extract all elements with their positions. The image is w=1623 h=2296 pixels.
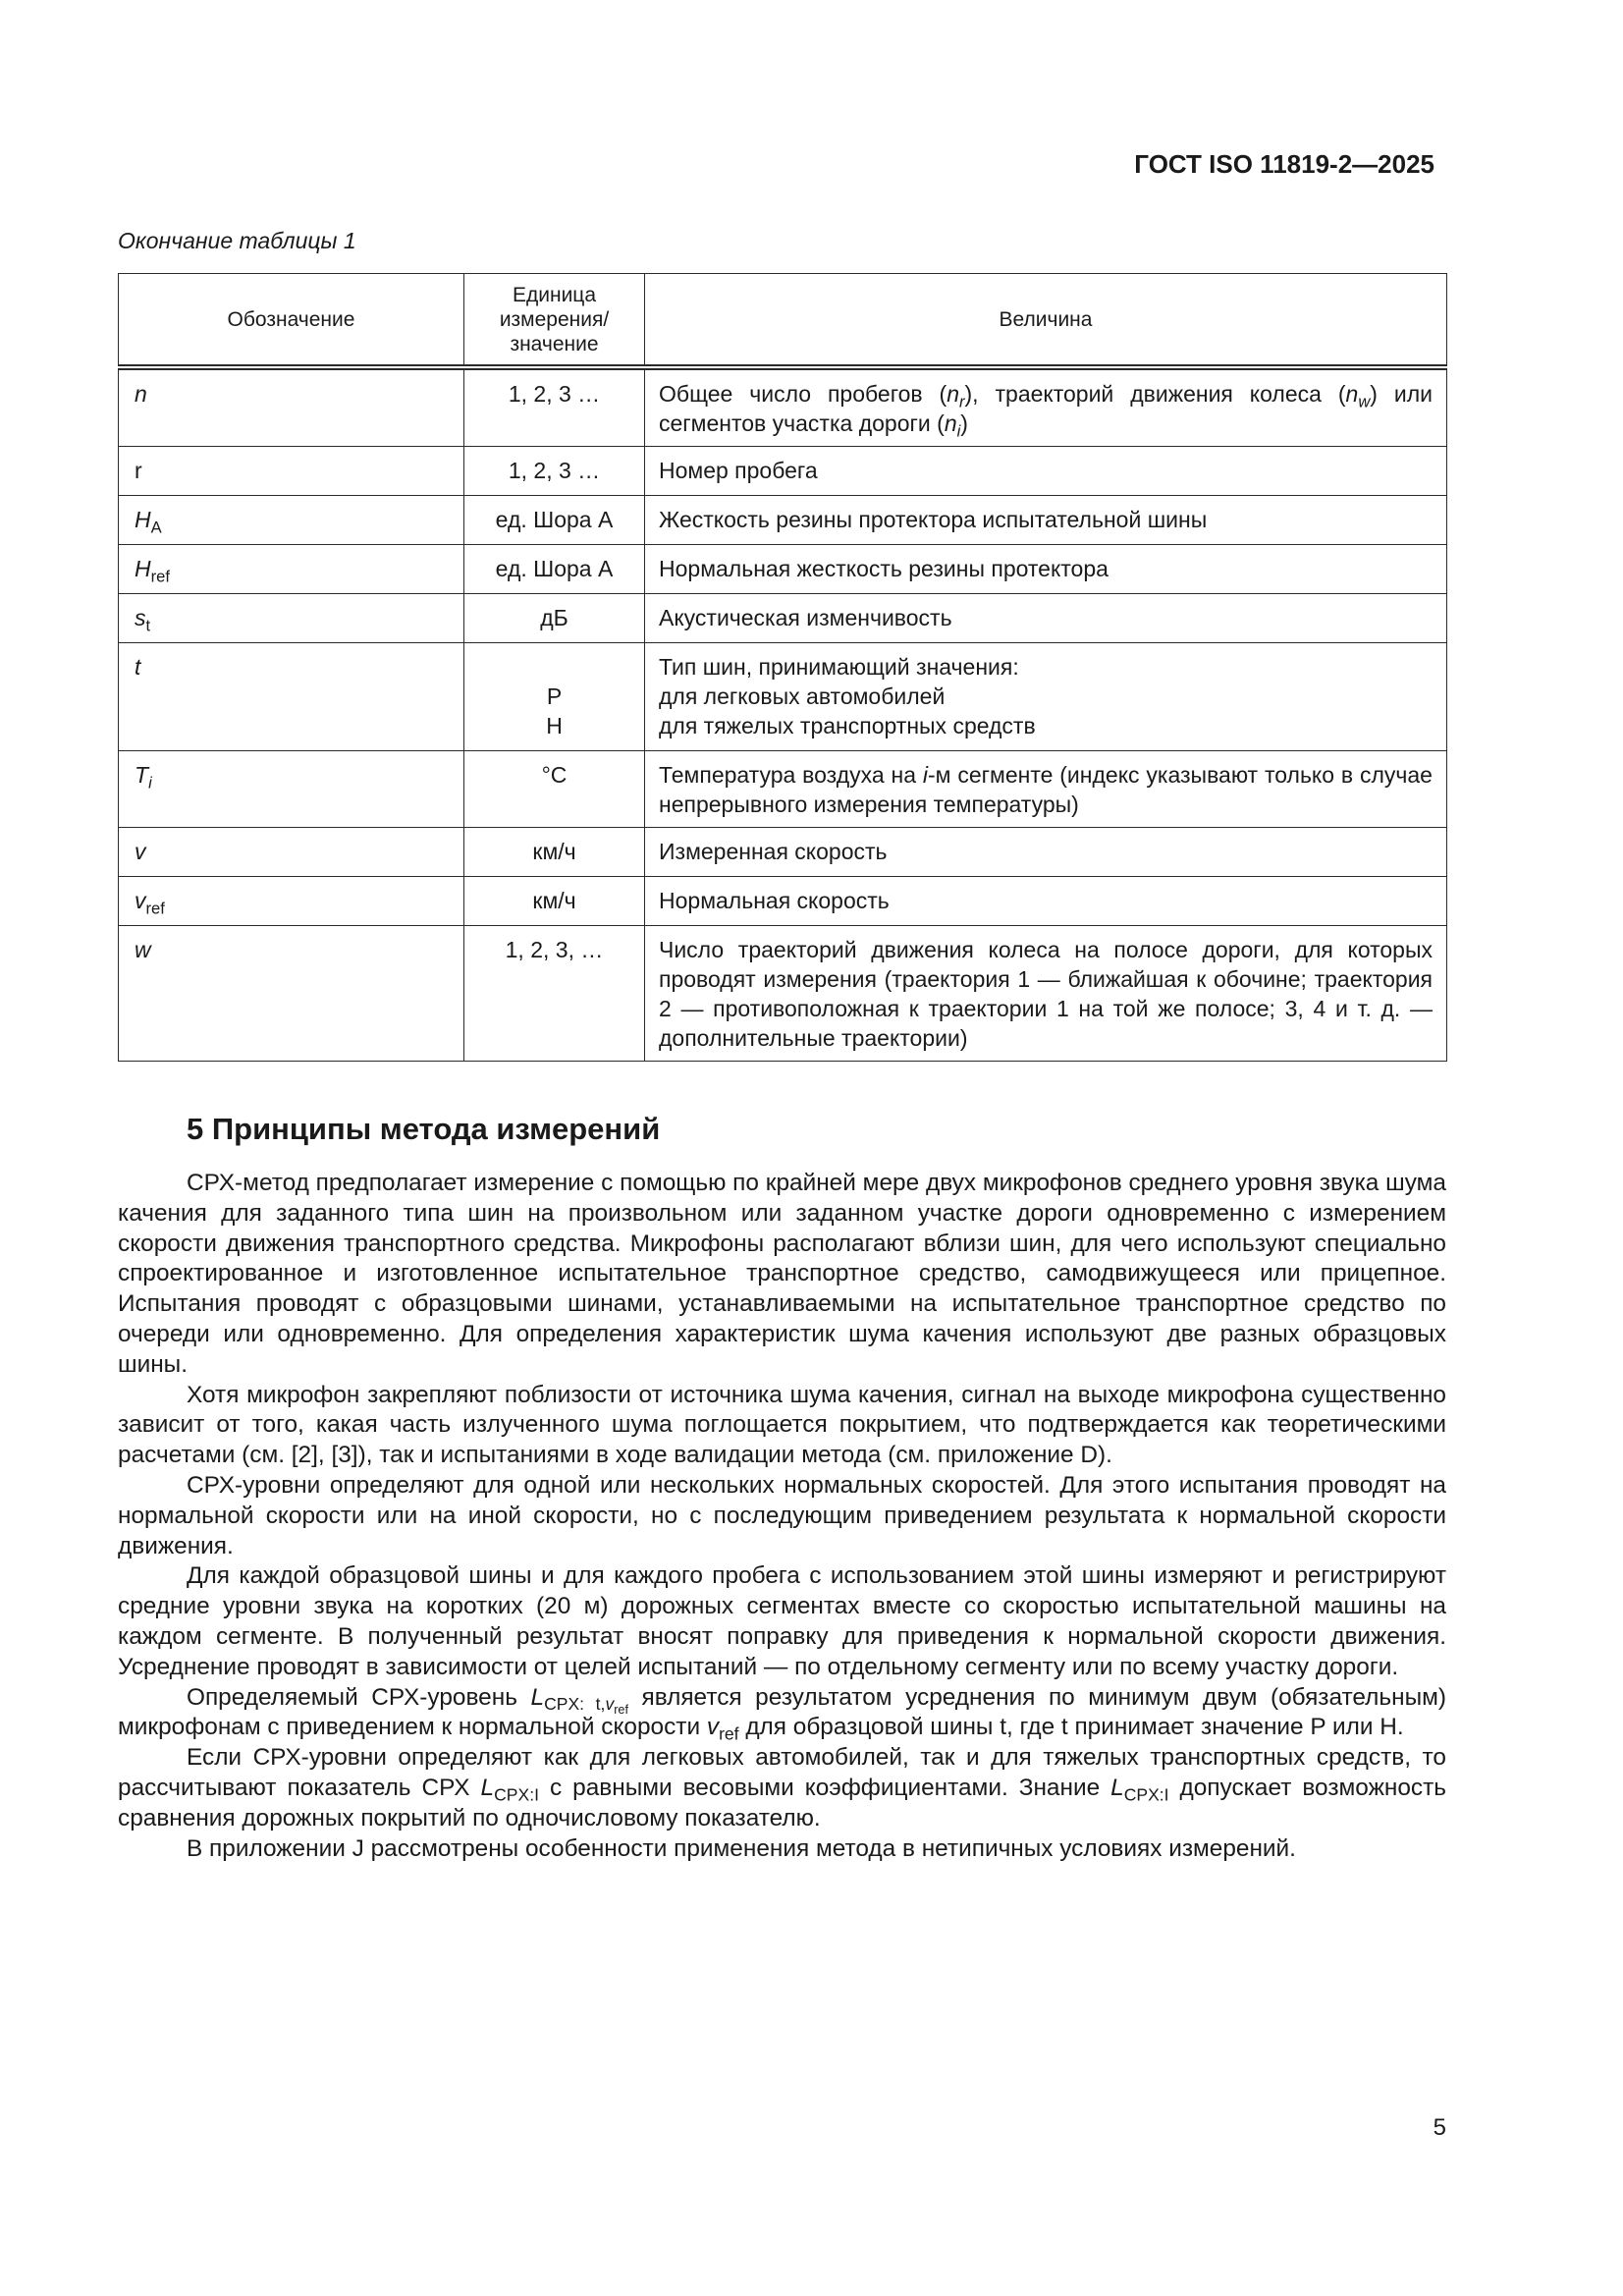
description-cell: Температура воздуха на i-м сегменте (индекс указывают только в случае непрерывного измерения температуры) — [645, 751, 1447, 828]
table-row — [119, 751, 1447, 828]
description-cell: Измеренная скорость — [645, 828, 1447, 877]
symbol-cell: $T_i$ — [119, 751, 464, 828]
description-cell: Жесткость резины протектора испытательной шины — [645, 496, 1447, 545]
table-row — [119, 594, 1447, 643]
symbol-cell: w — [119, 926, 464, 1062]
table-row — [119, 545, 1447, 594]
unit-cell: 1, 2, 3 … — [464, 367, 645, 447]
table-row — [119, 643, 1447, 751]
unit-cell: ед. Шора А — [464, 545, 645, 594]
paragraph: СРХ-метод предполагает измерение с помощью по крайней мере двух микрофонов среднего уровня звука шума качения для заданного типа шин на произвольном или заданном участке дороги одновременно с измерением скорости движения транспортного средства. Микрофоны располагают вблизи шин, для чего используют специально спроектированное и изготовленное испытательное транспортное средство, самодвижущееся или прицепное. Испытания проводят с образцовыми шинами, устанавливаемыми на испытательное транспортное средство по очереди или одновременно. Для определения характеристик шума качения используют две разных образцовых шины. — [118, 1170, 1446, 1378]
table-row — [119, 496, 1447, 545]
table-row — [119, 926, 1447, 1062]
table-caption: Окончание таблицы 1 — [118, 228, 356, 253]
symbol-cell: $H_A$ — [119, 496, 464, 545]
header-symbol: Обозначение — [119, 274, 464, 368]
unit-cell: км/ч — [464, 828, 645, 877]
header-quantity: Величина — [645, 274, 1447, 368]
unit-cell: ед. Шора А — [464, 496, 645, 545]
symbol-cell: t — [119, 643, 464, 751]
symbol-cell: $H_{ref}$ — [119, 545, 464, 594]
header-unit: Единица измерения/ значение — [464, 274, 645, 368]
unit-cell: дБ — [464, 594, 645, 643]
description-cell: Нормальная скорость — [645, 877, 1447, 926]
table-row — [119, 877, 1447, 926]
unit-cell: P H — [464, 643, 645, 751]
paragraph: Хотя микрофон закрепляют поблизости от источника шума качения, сигнал на выходе микрофона существенно зависит от того, какая часть излученного шума поглощается покрытием, что подтверждается как теоретическими расчетами (см. [2], [3]), так и испытаниями в ходе валидации метода (см. приложение D). — [118, 1381, 1446, 1469]
description-cell: Нормальная жесткость резины протектора — [645, 545, 1447, 594]
symbol-cell: v — [119, 828, 464, 877]
symbol-cell: $v_{ref}$ — [119, 877, 464, 926]
table-header-row — [119, 274, 1447, 368]
unit-cell: км/ч — [464, 877, 645, 926]
description-cell: Тип шин, принимающий значения: для легковых автомобилей для тяжелых транспортных средств — [645, 643, 1447, 751]
paragraph: В приложении J рассмотрены особенности применения метода в нетипичных условиях измерений. — [187, 1834, 1296, 1862]
table-row — [119, 828, 1447, 877]
paragraph: Если СРХ-уровни определяют как для легковых автомобилей, так и для тяжелых транспортных средств, то рассчитывают показатель СРХ $L_{CPX:I}$ с равными весовыми коэффициентами. Знание $L_{CPX:I}$ допускает возможность сравнения дорожных покрытий по одночисловому показателю. — [118, 1744, 1446, 1831]
page-number: 5 — [1433, 2114, 1446, 2141]
description-cell: Номер пробега — [645, 447, 1447, 496]
paragraph: Определяемый СРХ-уровень $L_{CPX: t,v_{ref}}$ является результатом усреднения по минимум двум (обязательным) микрофонам с приведением к нормальной скорости $v_{ref}$ для образцовой шины t, где t принимает значение P или H. — [118, 1683, 1446, 1744]
section-body — [118, 1169, 1446, 1864]
description-cell: Число траекторий движения колеса на полосе дороги, для которых проводят измерения (траектория 1 — ближайшая к обочине; траектория 2 — противоположная к траектории 1 на той же полосе; 3, 4 и т. д. — дополнительные траектории) — [645, 926, 1447, 1062]
description-cell: Общее число пробегов $(n_r)$, траекторий движения колеса $(n_w)$ или сегментов участка дороги $(n_i)$ — [645, 367, 1447, 447]
unit-cell: 1, 2, 3 … — [464, 447, 645, 496]
symbol-cell: $s_t$ — [119, 594, 464, 643]
section-heading: 5 Принципы метода измерений — [187, 1112, 661, 1146]
standard-designation: ГОСТ ISO 11819-2—2025 — [1134, 149, 1434, 179]
unit-cell: 1, 2, 3, … — [464, 926, 645, 1062]
symbol-cell: r — [119, 447, 464, 496]
symbols-table — [118, 273, 1447, 1062]
table-row — [119, 447, 1447, 496]
paragraph: СРХ-уровни определяют для одной или нескольких нормальных скоростей. Для этого испытания проводят на нормальной скорости или на иной скорости, но с последующим приведением результата к нормальной скорости движения. — [118, 1471, 1446, 1559]
symbol-cell: n — [119, 367, 464, 447]
table-row — [119, 367, 1447, 447]
unit-cell: °C — [464, 751, 645, 828]
paragraph: Для каждой образцовой шины и для каждого пробега с использованием этой шины измеряют и регистрируют средние уровни звука на коротких (20 м) дорожных сегментах вместе со скоростью испытательной машины на каждом сегменте. В полученный результат вносят поправку для приведения к нормальной скорости движения. Усреднение проводят в зависимости от целей испытаний — по отдельному сегменту или по всему участку дороги. — [118, 1562, 1446, 1680]
description-cell: Акустическая изменчивость — [645, 594, 1447, 643]
